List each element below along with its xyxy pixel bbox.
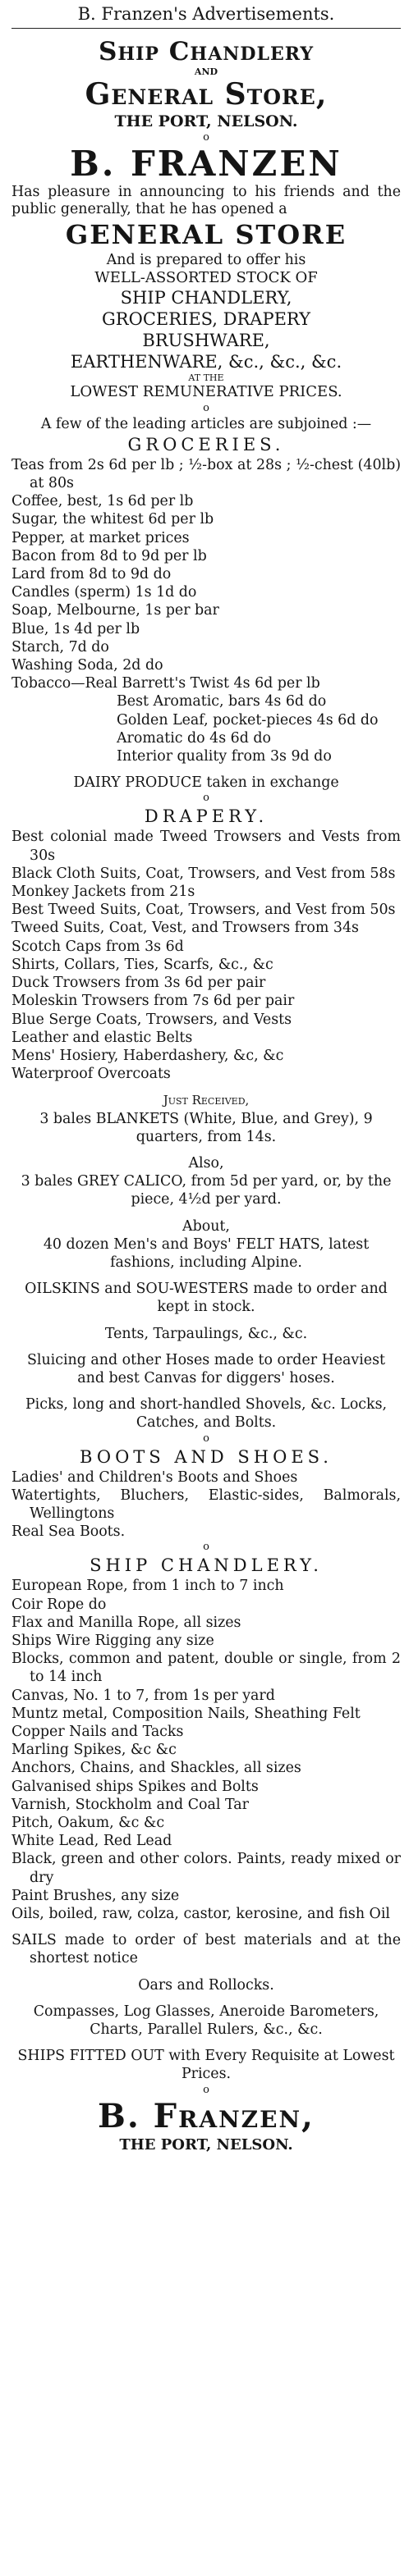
stock-line-1: WELL-ASSORTED STOCK OF [94,269,318,287]
list-item: Sugar, the whitest 6d per lb [11,511,214,528]
list-item: Black Cloth Suits, Coat, Trowsers, and Vest from 58s [11,865,396,882]
masthead-ship-chandlery: Ship Chandlery [98,37,315,66]
just-received-title: Just Received, [163,1093,250,1108]
list-item: Watertights, Bluchers, Elastic-sides, Balmorals, Wellingtons [11,1487,401,1522]
dairy-produce: DAIRY PRODUCE taken in exchange [73,774,339,792]
list-item: Marling Spikes, &c &c [11,1742,177,1759]
list-item: Ladies' and Children's Boots and Shoes [11,1468,298,1486]
masthead-location: THE PORT, NELSON. [114,112,298,130]
stock-line-5: EARTHENWARE, &c., &c., &c. [70,352,342,372]
list-item: Blue, 1s 4d per lb [11,620,140,637]
tents-text: Tents, Tarpaulings, &c., &c. [104,1325,308,1342]
list-item: Monkey Jackets from 21s [11,884,195,901]
list-item: Tweed Suits, Coat, Vest, and Trowsers from 34s [11,920,359,937]
list-item: Lard from 8d to 9d do [11,566,172,583]
list-item: Scotch Caps from 3s 6d [11,938,184,955]
intro-text: Has pleasure in announcing to his friends and the public generally, that he has opened a [11,184,401,217]
about-text: 40 dozen Men's and Boys' FELT HATS, latest fashions, including Alpine. [43,1235,370,1271]
footer-merchant-name: B. Franzen, [98,2096,315,2135]
merchant-name: B. FRANZEN [70,144,342,184]
stock-line-3: GROCERIES, DRAPERY [102,309,310,330]
list-item: Blocks, common and patent, double or single, from 2 to 14 inch [11,1651,401,1686]
just-received-text: 3 bales BLANKETS (White, Blue, and Grey), 9 quarters, from 14s. [39,1110,373,1145]
list-item: Soap, Melbourne, 1s per bar [11,602,219,619]
ornament: o [203,1541,209,1554]
drapery-heading: DRAPERY. [144,806,269,827]
list-item: Varnish, Stockholm and Coal Tar [11,1796,249,1813]
list-item: Pepper, at market prices [11,529,190,546]
list-item: Pitch, Oakum, &c &c [11,1815,165,1832]
list-item: White Lead, Red Lead [11,1833,172,1850]
list-item: Copper Nails and Tacks [11,1724,184,1740]
list-item: Shirts, Collars, Ties, Scarfs, &c., &c [11,956,273,973]
list-item: Starch, 7d do [11,638,109,655]
chandlery-heading: SHIP CHANDLERY. [90,1555,323,1576]
general-store-heading: GENERAL STORE [65,219,347,250]
about-title: About, [182,1217,230,1235]
ornament: o [203,1432,209,1445]
list-item: Galvanised ships Spikes and Bolts [11,1778,259,1795]
list-item: Black, green and other colors. Paints, ready mixed or dry [11,1851,401,1886]
list-item: Ships Wire Rigging any size [11,1632,214,1649]
groceries-heading: GROCERIES. [127,434,285,454]
list-item: Coir Rope do [11,1596,107,1613]
masthead-general-store: General Store, [85,77,328,112]
oars-text: Oars and Rollocks. [138,1976,274,1994]
list-item: Anchors, Chains, and Shackles, all sizes [11,1760,301,1777]
list-item: Oils, boiled, raw, colza, castor, kerosine, and fish Oil [11,1906,390,1923]
list-item: Real Sea Boots. [11,1523,126,1541]
list-item: Coffee, best, 1s 6d per lb [11,493,194,510]
tobacco-sub-item: Interior quality from 3s 9d do [117,748,332,765]
stock-line-2: SHIP CHANDLERY, [120,288,292,308]
boots-heading: BOOTS AND SHOES. [80,1446,333,1467]
list-item: Waterproof Overcoats [11,1066,171,1083]
page-header: B. Franzen's Advertisements. [77,4,335,24]
tobacco-item: Tobacco—Real Barrett's Twist 4s 6d per lb [11,675,320,692]
masthead-and: AND [194,66,218,77]
also-text: 3 bales GREY CALICO, from 5d per yard, or, by the piece, 4½d per yard. [21,1173,392,1208]
subjoined-text: A few of the leading articles are subjoined :— [40,415,372,432]
list-item: Washing Soda, 2d do [11,657,163,674]
compasses-text: Compasses, Log Glasses, Aneroide Barometers, Charts, Parallel Rulers, &c., &c. [33,2003,379,2039]
ornament: o [203,401,209,414]
ornament: o [203,792,209,805]
list-item: Flax and Manilla Rope, all sizes [11,1614,241,1631]
list-item: Paint Brushes, any size [11,1887,180,1904]
stock-line-4: BRUSHWARE, [142,331,270,351]
oilskins-text: OILSKINS and SOU-WESTERS made to order and kept in stock. [25,1281,388,1316]
footer-location: THE PORT, NELSON. [119,2135,293,2154]
prices-line: LOWEST REMUNERATIVE PRICES. [70,383,342,401]
list-item: Muntz metal, Composition Nails, Sheathing Felt [11,1705,361,1722]
at-the: AT THE [188,372,224,384]
ornament: o [203,131,209,144]
offer-text: And is prepared to offer his [106,252,306,268]
list-item: Candles (sperm) 1s 1d do [11,584,197,601]
hoses-text: Sluicing and other Hoses made to order Heaviest and best Canvas for diggers' hoses. [27,1351,385,1386]
sails-text: SAILS made to order of best materials and at the shortest notice [11,1932,401,1967]
list-item: Bacon from 8d to 9d per lb [11,547,207,564]
list-item: Duck Trowsers from 3s 6d per pair [11,975,266,992]
header-rule [11,28,401,29]
ornament: o [203,2083,209,2096]
list-item: Moleskin Trowsers from 7s 6d per pair [11,993,295,1010]
picks-text: Picks, long and short-handled Shovels, &c. Locks, Catches, and Bolts. [25,1396,388,1432]
list-item: Leather and elastic Belts [11,1029,193,1046]
list-item: Best colonial made Tweed Trowsers and Vests from 30s [11,829,401,864]
also-title: Also, [188,1154,224,1172]
tobacco-sub-item: Best Aromatic, bars 4s 6d do [117,693,327,710]
list-item: Teas from 2s 6d per lb ; ½-box at 28s ; ½-chest (40lb) at 80s [11,456,401,492]
list-item: Blue Serge Coats, Trowsers, and Vests [11,1011,292,1028]
list-item: Canvas, No. 1 to 7, from 1s per yard [11,1687,275,1704]
list-item: European Rope, from 1 inch to 7 inch [11,1578,284,1595]
ships-fitted-text: SHIPS FITTED OUT with Every Requisite at Lowest Prices. [17,2048,395,2083]
list-item: Mens' Hosiery, Haberdashery, &c, &c [11,1047,284,1064]
tobacco-sub-item: Aromatic do 4s 6d do [117,729,271,747]
tobacco-sub-item: Golden Leaf, pocket-pieces 4s 6d do [117,711,379,728]
list-item: Best Tweed Suits, Coat, Trowsers, and Vest from 50s [11,902,396,919]
